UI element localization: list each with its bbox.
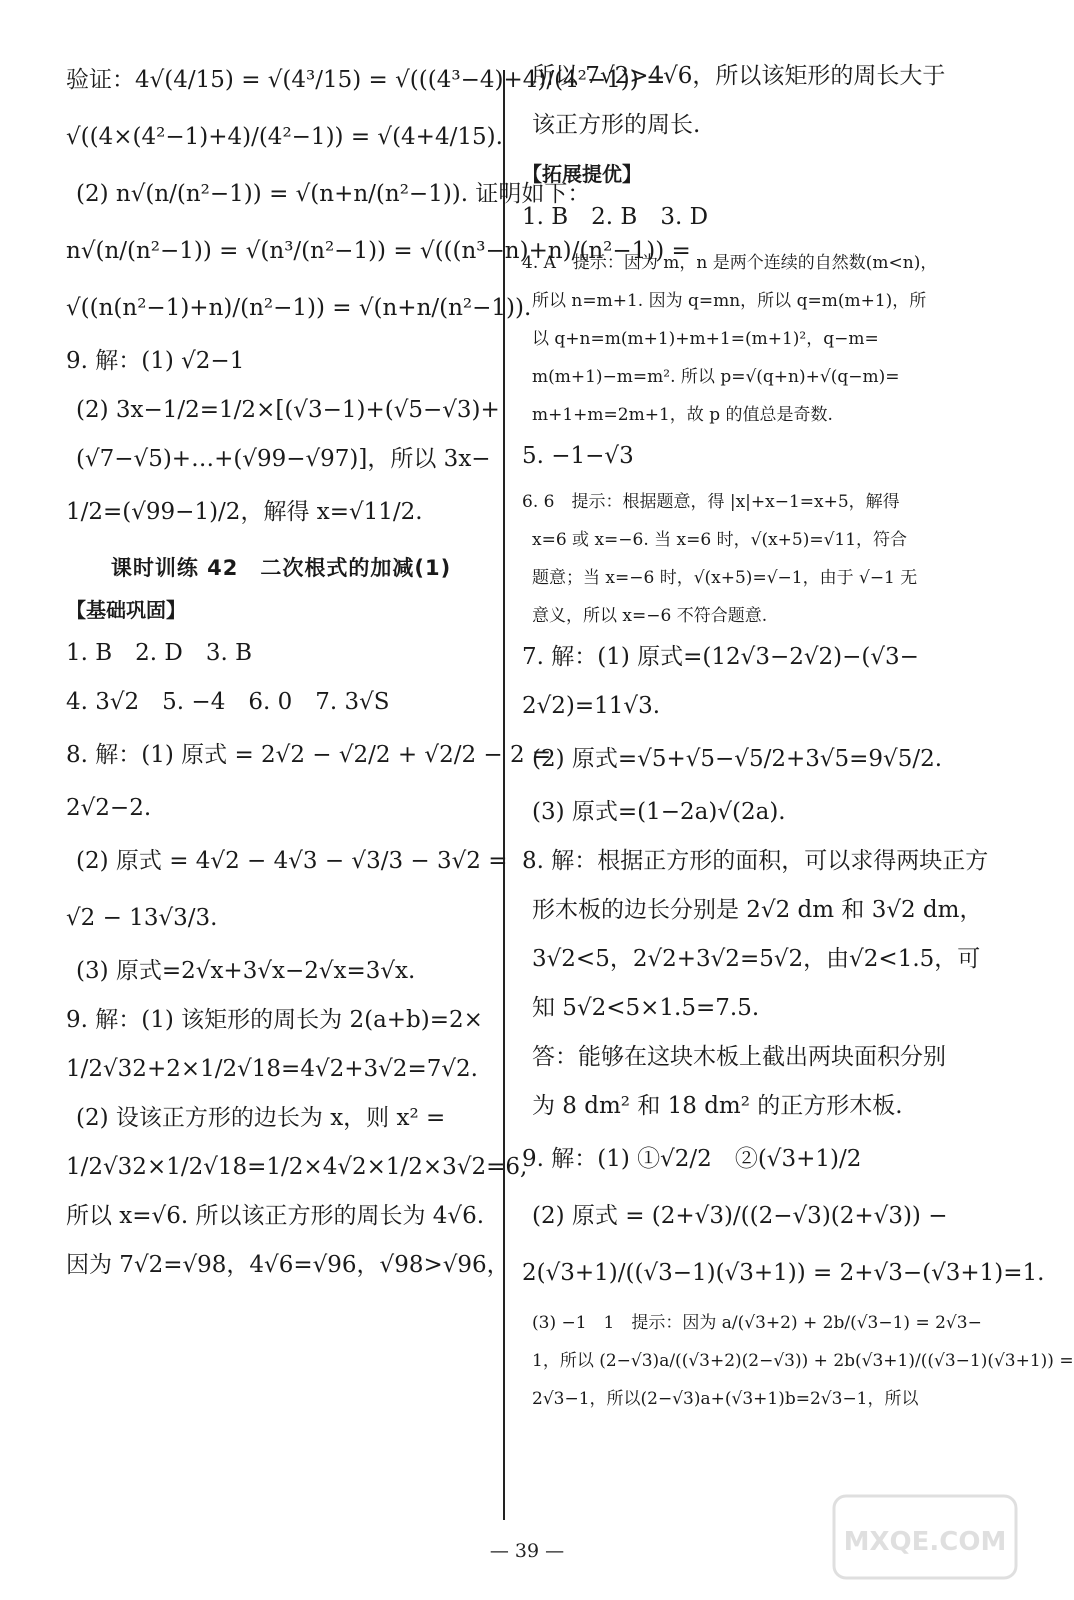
basic-line-9: 1/2√32+2×1/2√18=4√2+3√2=7√2. xyxy=(66,1056,478,1082)
watermark-logo-icon xyxy=(830,1492,1020,1582)
extend-line-25: (3) −1 1 提示：因为 a/(√3+2) + 2b/(√3−1) = 2√3− xyxy=(532,1313,982,1333)
page-number: — 39 — xyxy=(489,1540,565,1562)
extend-line-26: 1，所以 (2−√3)a/((√3+2)(2−√3)) + 2b(√3+1)/((√3−1)(√3+1)) = xyxy=(532,1351,1074,1371)
right-top-line-1: 所以 7√2>4√6，所以该矩形的周长大于 xyxy=(532,63,946,89)
extend-line-3: 所以 n=m+1. 因为 q=mn，所以 q=m(m+1)，所 xyxy=(532,291,927,311)
q9-answer-4: 1/2=(√99−1)/2，解得 x=√11/2. xyxy=(66,499,423,525)
basic-line-5: (2) 原式 = 4√2 − 4√3 − √3/3 − 3√2 = xyxy=(76,848,508,874)
basic-line-13: 因为 7√2=√98，4√6=√96，√98>√96， xyxy=(66,1252,510,1278)
extend-line-20: 答：能够在这块木板上截出两块面积分别 xyxy=(532,1044,946,1070)
q9-answer-1: 9. 解：(1) √2−1 xyxy=(66,348,245,374)
basic-line-4: 2√2−2. xyxy=(66,795,152,821)
extend-line-13: 2√2)=11√3. xyxy=(522,693,661,719)
basic-line-6: √2 − 13√3/3. xyxy=(66,905,218,931)
extend-line-4: 以 q+n=m(m+1)+m+1=(m+1)²，q−m= xyxy=(532,329,879,349)
extend-line-14: (2) 原式=√5+√5−√5/2+3√5=9√5/2. xyxy=(532,746,943,772)
extend-line-5: m(m+1)−m=m². 所以 p=√(q+n)+√(q−m)= xyxy=(532,367,900,387)
basic-line-1: 1. B 2. D 3. B xyxy=(66,640,253,666)
proof-line-2: n√(n/(n²−1)) = √(n³/(n²−1)) = √(((n³−n)+n)/(n²−1)) = xyxy=(66,238,691,264)
extend-line-16: 8. 解：根据正方形的面积，可以求得两块正方 xyxy=(522,848,989,874)
extend-line-6: m+1+m=2m+1，故 p 的值总是奇数. xyxy=(532,405,833,425)
lesson-title: 课时训练 42 二次根式的加减(1) xyxy=(110,556,452,580)
extend-line-18: 3√2<5，2√2+3√2=5√2，由√2<1.5，可 xyxy=(532,946,981,972)
extend-line-11: 意义，所以 x=−6 不符合题意. xyxy=(532,606,768,626)
basic-section-heading: 【基础巩固】 xyxy=(66,598,186,622)
extend-line-27: 2√3−1，所以(2−√3)a+(√3+1)b=2√3−1，所以 xyxy=(532,1389,919,1409)
proof-line-3: √((n(n²−1)+n)/(n²−1)) = √(n+n/(n²−1)). xyxy=(66,295,532,321)
extend-line-8: 6. 6 提示：根据题意，得 |x|+x−1=x+5，解得 xyxy=(522,492,900,512)
q9-answer-2: (2) 3x−1/2=1/2×[(√3−1)+(√5−√3)+ xyxy=(76,397,500,423)
right-top-line-2: 该正方形的周长. xyxy=(532,112,701,138)
extend-line-7: 5. −1−√3 xyxy=(522,443,634,469)
basic-line-2: 4. 3√2 5. −4 6. 0 7. 3√S xyxy=(66,689,390,715)
right-column xyxy=(522,60,1074,1424)
extend-line-15: (3) 原式=(1−2a)√(2a). xyxy=(532,799,786,825)
extend-line-22: 9. 解：(1) ①√2/2 ②(√3+1)/2 xyxy=(522,1146,862,1172)
basic-line-11: 1/2√32×1/2√18=1/2×4√2×1/2×3√2=6, xyxy=(66,1154,528,1180)
basic-line-12: 所以 x=√6. 所以该正方形的周长为 4√6. xyxy=(66,1203,485,1229)
q9-answer-3: (√7−√5)+…+(√99−√97)]，所以 3x− xyxy=(76,446,491,472)
extend-line-10: 题意；当 x=−6 时，√(x+5)=√−1，由于 √−1 无 xyxy=(532,568,918,588)
verify-line-2: √((4×(4²−1)+4)/(4²−1)) = √(4+4/15). xyxy=(66,124,503,150)
extend-line-19: 知 5√2<5×1.5=7.5. xyxy=(532,995,760,1021)
extend-line-17: 形木板的边长分别是 2√2 dm 和 3√2 dm， xyxy=(532,897,983,923)
basic-line-7: (3) 原式=2√x+3√x−2√x=3√x. xyxy=(76,958,416,984)
basic-line-3: 8. 解：(1) 原式 = 2√2 − √2/2 + √2/2 − 2 = xyxy=(66,742,552,768)
extend-line-2: 4. A 提示：因为 m，n 是两个连续的自然数(m<n)， xyxy=(522,253,938,273)
extend-section-heading: 【拓展提优】 xyxy=(522,162,642,186)
extend-line-12: 7. 解：(1) 原式=(12√3−2√2)−(√3− xyxy=(522,644,919,670)
column-divider xyxy=(503,70,505,1520)
basic-line-10: (2) 设该正方形的边长为 x，则 x² = xyxy=(76,1105,446,1131)
proof-line-1: (2) n√(n/(n²−1)) = √(n+n/(n²−1)). 证明如下： xyxy=(76,181,591,207)
extend-line-21: 为 8 dm² 和 18 dm² 的正方形木板. xyxy=(532,1093,903,1119)
extend-line-1: 1. B 2. B 3. D xyxy=(522,204,709,230)
site-watermark-logo xyxy=(830,1492,1020,1582)
extend-line-9: x=6 或 x=−6. 当 x=6 时，√(x+5)=√11，符合 xyxy=(532,530,908,550)
watermark-text: MXQE.COM xyxy=(843,1527,1007,1557)
extend-line-24: 2(√3+1)/((√3−1)(√3+1)) = 2+√3−(√3+1)=1. xyxy=(522,1260,1045,1286)
extend-line-23: (2) 原式 = (2+√3)/((2−√3)(2+√3)) − xyxy=(532,1203,948,1229)
verify-line-1: 验证：4√(4/15) = √(4³/15) = √(((4³−4)+4)/(4²−1)) = xyxy=(66,67,666,93)
basic-line-8: 9. 解：(1) 该矩形的周长为 2(a+b)=2× xyxy=(66,1007,483,1033)
